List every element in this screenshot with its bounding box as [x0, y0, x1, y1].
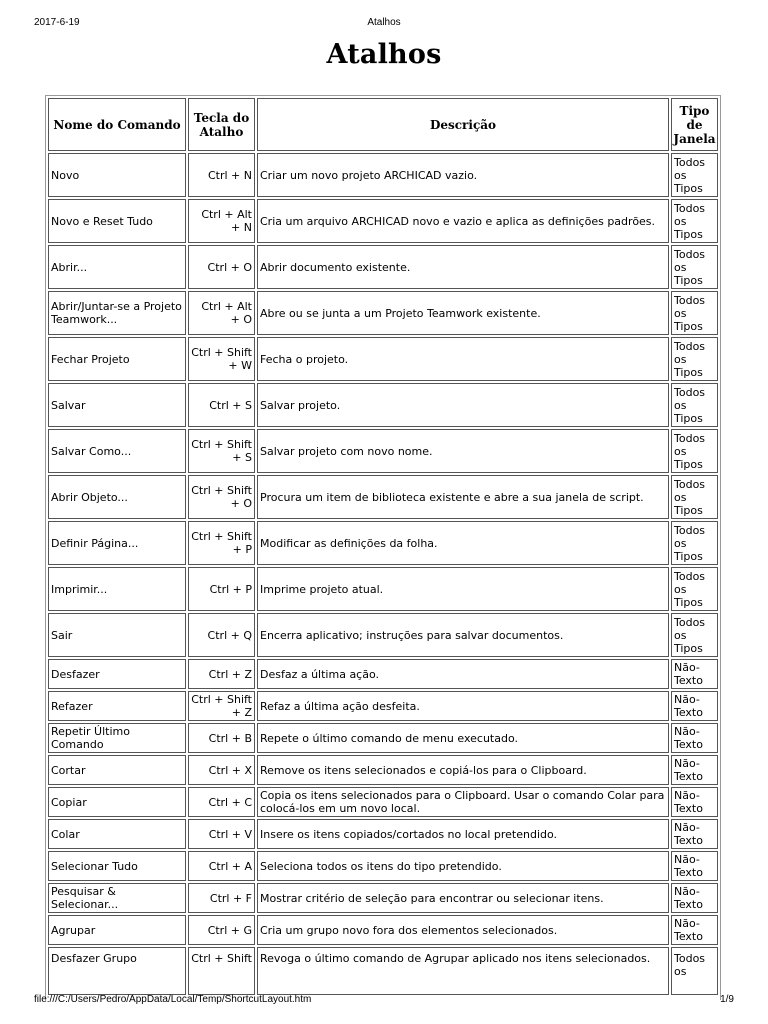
description-cell: Desfaz a última ação.	[257, 659, 669, 689]
description-cell: Insere os itens copiados/cortados no local pretendido.	[257, 819, 669, 849]
table-row	[48, 245, 718, 289]
shortcut-cell: Ctrl + V	[188, 819, 255, 849]
window-type-cell: Não-Texto	[671, 915, 718, 945]
description-cell: Mostrar critério de seleção para encontrar ou selecionar itens.	[257, 883, 669, 913]
shortcut-cell: Ctrl + Q	[188, 613, 255, 657]
shortcut-cell: Ctrl + P	[188, 567, 255, 611]
window-type-cell: Todos os Tipos	[671, 291, 718, 335]
description-cell: Cria um grupo novo fora dos elementos selecionados.	[257, 915, 669, 945]
table-row	[48, 521, 718, 565]
shortcut-cell: Ctrl + O	[188, 245, 255, 289]
window-type-cell: Não-Texto	[671, 755, 718, 785]
window-type-cell: Não-Texto	[671, 883, 718, 913]
description-cell: Refaz a última ação desfeita.	[257, 691, 669, 721]
description-cell: Salvar projeto com novo nome.	[257, 429, 669, 473]
print-header-title: Atalhos	[367, 17, 401, 28]
table-header-row	[48, 98, 718, 151]
description-cell: Remove os itens selecionados e copiá-los para o Clipboard.	[257, 755, 669, 785]
command-cell: Fechar Projeto	[48, 337, 186, 381]
shortcut-cell: Ctrl + A	[188, 851, 255, 881]
shortcut-cell: Ctrl + Shift + W	[188, 337, 255, 381]
column-header-window-type: Tipo de Janela	[671, 98, 718, 151]
command-cell: Abrir Objeto...	[48, 475, 186, 519]
window-type-cell: Todos os Tipos	[671, 521, 718, 565]
window-type-cell: Todos os Tipos	[671, 337, 718, 381]
table-row	[48, 787, 718, 817]
command-cell: Colar	[48, 819, 186, 849]
shortcut-cell: Ctrl + Alt + N	[188, 199, 255, 243]
window-type-cell: Não-Texto	[671, 819, 718, 849]
command-cell: Salvar Como...	[48, 429, 186, 473]
description-cell: Cria um arquivo ARCHICAD novo e vazio e aplica as definições padrões.	[257, 199, 669, 243]
description-cell: Modificar as definições da folha.	[257, 521, 669, 565]
table-row	[48, 659, 718, 689]
description-cell: Repete o último comando de menu executado.	[257, 723, 669, 753]
print-footer-page-number: 1/9	[720, 994, 734, 1005]
command-cell: Salvar	[48, 383, 186, 427]
command-cell: Definir Página...	[48, 521, 186, 565]
description-cell: Procura um item de biblioteca existente e abre a sua janela de script.	[257, 475, 669, 519]
window-type-cell: Todos os Tipos	[671, 429, 718, 473]
table-row	[48, 337, 718, 381]
window-type-cell: Não-Texto	[671, 787, 718, 817]
table-row	[48, 883, 718, 913]
shortcut-cell: Ctrl + C	[188, 787, 255, 817]
shortcut-table	[46, 96, 720, 997]
description-cell: Abrir documento existente.	[257, 245, 669, 289]
window-type-cell: Todos os Tipos	[671, 613, 718, 657]
table-row	[48, 567, 718, 611]
command-cell: Sair	[48, 613, 186, 657]
shortcut-cell: Ctrl + Shift + Z	[188, 691, 255, 721]
description-cell: Copia os itens selecionados para o Clipboard. Usar o comando Colar para colocá-los em um novo local.	[257, 787, 669, 817]
command-cell: Desfazer Grupo	[48, 947, 186, 995]
shortcut-cell: Ctrl + S	[188, 383, 255, 427]
table-row	[48, 153, 718, 197]
description-cell: Seleciona todos os itens do tipo pretendido.	[257, 851, 669, 881]
shortcut-cell: Ctrl + N	[188, 153, 255, 197]
table-row	[48, 199, 718, 243]
window-type-cell: Não-Texto	[671, 691, 718, 721]
shortcut-cell: Ctrl + Z	[188, 659, 255, 689]
shortcut-cell: Ctrl + G	[188, 915, 255, 945]
command-cell: Cortar	[48, 755, 186, 785]
description-cell: Imprime projeto atual.	[257, 567, 669, 611]
table-body	[48, 153, 718, 995]
description-cell: Fecha o projeto.	[257, 337, 669, 381]
shortcut-cell: Ctrl + Shift + P	[188, 521, 255, 565]
shortcut-cell: Ctrl + B	[188, 723, 255, 753]
description-cell: Revoga o último comando de Agrupar aplicado nos itens selecionados.	[257, 947, 669, 995]
table-row	[48, 291, 718, 335]
command-cell: Novo e Reset Tudo	[48, 199, 186, 243]
command-cell: Agrupar	[48, 915, 186, 945]
command-cell: Copiar	[48, 787, 186, 817]
window-type-cell: Não-Texto	[671, 659, 718, 689]
table-row	[48, 723, 718, 753]
table-row	[48, 475, 718, 519]
window-type-cell: Todos os	[671, 947, 718, 995]
command-cell: Desfazer	[48, 659, 186, 689]
column-header-description: Descrição	[257, 98, 669, 151]
command-cell: Selecionar Tudo	[48, 851, 186, 881]
window-type-cell: Todos os Tipos	[671, 153, 718, 197]
command-cell: Refazer	[48, 691, 186, 721]
command-cell: Abrir/Juntar-se a Projeto Teamwork...	[48, 291, 186, 335]
window-type-cell: Todos os Tipos	[671, 199, 718, 243]
shortcut-table-frame	[45, 95, 721, 1000]
window-type-cell: Não-Texto	[671, 723, 718, 753]
table-row	[48, 691, 718, 721]
shortcut-cell: Ctrl + X	[188, 755, 255, 785]
description-cell: Abre ou se junta a um Projeto Teamwork existente.	[257, 291, 669, 335]
window-type-cell: Todos os Tipos	[671, 383, 718, 427]
command-cell: Imprimir...	[48, 567, 186, 611]
description-cell: Salvar projeto.	[257, 383, 669, 427]
window-type-cell: Não-Texto	[671, 851, 718, 881]
command-cell: Pesquisar & Selecionar...	[48, 883, 186, 913]
table-row	[48, 819, 718, 849]
table-row	[48, 613, 718, 657]
shortcut-cell: Ctrl + Shift + O	[188, 475, 255, 519]
shortcut-cell: Ctrl + Shift + S	[188, 429, 255, 473]
table-row	[48, 429, 718, 473]
command-cell: Novo	[48, 153, 186, 197]
table-row	[48, 915, 718, 945]
description-cell: Encerra aplicativo; instruções para salvar documentos.	[257, 613, 669, 657]
window-type-cell: Todos os Tipos	[671, 475, 718, 519]
command-cell: Repetir Último Comando	[48, 723, 186, 753]
description-cell: Criar um novo projeto ARCHICAD vazio.	[257, 153, 669, 197]
print-date: 2017-6-19	[34, 17, 80, 28]
table-row	[48, 383, 718, 427]
shortcut-cell: Ctrl + Shift	[188, 947, 255, 995]
page-title: Atalhos	[326, 39, 442, 70]
table-row	[48, 851, 718, 881]
window-type-cell: Todos os Tipos	[671, 567, 718, 611]
column-header-shortcut: Tecla do Atalho	[188, 98, 255, 151]
table-row	[48, 755, 718, 785]
print-footer-path: file:///C:/Users/Pedro/AppData/Local/Temp/ShortcutLayout.htm	[34, 994, 312, 1005]
shortcut-cell: Ctrl + F	[188, 883, 255, 913]
window-type-cell: Todos os Tipos	[671, 245, 718, 289]
table-row	[48, 947, 718, 995]
shortcut-cell: Ctrl + Alt + O	[188, 291, 255, 335]
column-header-command: Nome do Comando	[48, 98, 186, 151]
command-cell: Abrir...	[48, 245, 186, 289]
